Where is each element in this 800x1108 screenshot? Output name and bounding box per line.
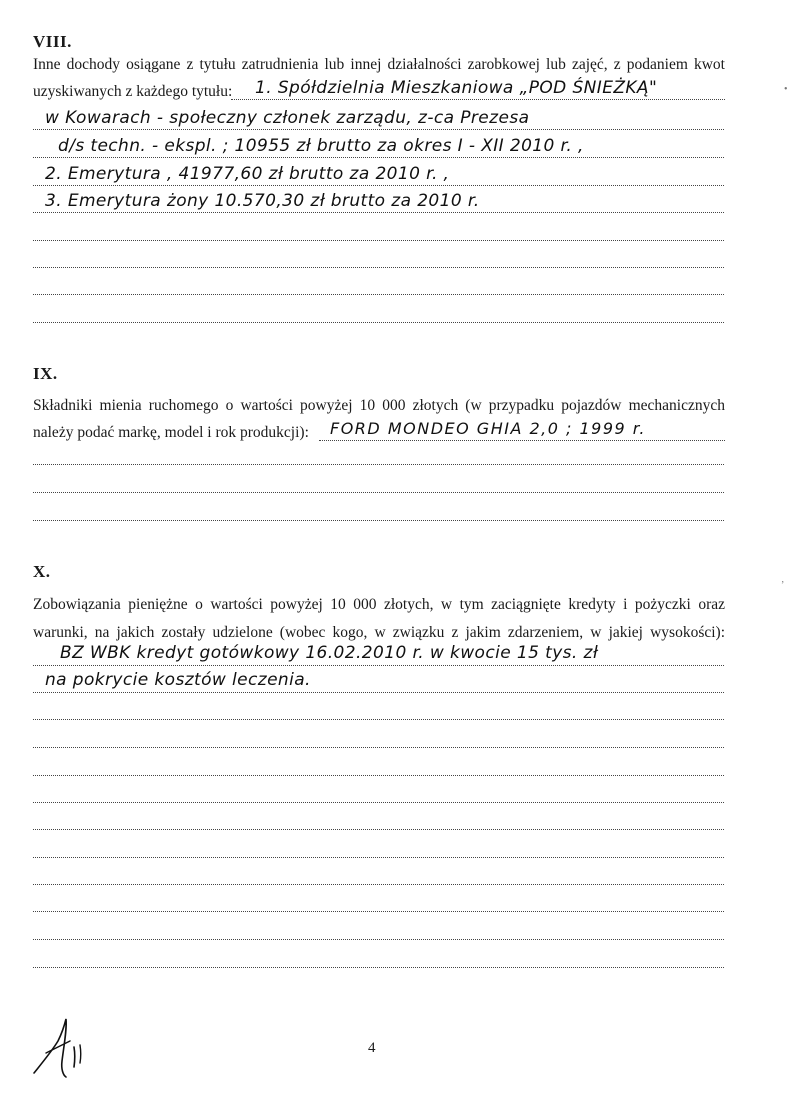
dotted-line bbox=[33, 829, 724, 830]
section-viii-intro: Inne dochody osiągane z tytułu zatrudnienia lub innej działalności zarobkowej lub zajęć, z podaniem kwot bbox=[33, 56, 725, 73]
page-number: 4 bbox=[368, 1040, 376, 1056]
section-ix-heading: IX. bbox=[33, 364, 58, 383]
section-x-intro: Zobowiązania pieniężne o wartości powyżej 10 000 złotych, w tym zaciągnięte kredyty i pożyczki oraz bbox=[33, 596, 725, 613]
dotted-line bbox=[33, 322, 724, 323]
dotted-line bbox=[33, 240, 724, 241]
section-ix-label: należy podać markę, model i rok produkcji): bbox=[33, 424, 309, 441]
dotted-line bbox=[33, 129, 724, 130]
handwritten-entry: 3. Emerytura żony 10.570,30 zł brutto za 2010 r. bbox=[45, 191, 480, 211]
section-viii-label: uzyskiwanych z każdego tytułu: bbox=[33, 83, 233, 100]
handwritten-entry: 2. Emerytura , 41977,60 zł brutto za 2010 r. , bbox=[45, 164, 450, 184]
dotted-line bbox=[33, 857, 724, 858]
section-x-heading: X. bbox=[33, 562, 51, 581]
dotted-line bbox=[33, 939, 724, 940]
dotted-line bbox=[33, 294, 724, 295]
dotted-line bbox=[33, 185, 724, 186]
dotted-line bbox=[33, 747, 724, 748]
handwritten-entry: w Kowarach - społeczny członek zarządu, z-ca Prezesa bbox=[45, 108, 530, 128]
handwritten-entry: d/s techn. - ekspl. ; 10955 zł brutto za okres I - XII 2010 r. , bbox=[58, 136, 584, 156]
dotted-line bbox=[33, 719, 724, 720]
dotted-line bbox=[33, 692, 724, 693]
scan-mark: • bbox=[784, 84, 788, 95]
handwritten-entry: FORD MONDEO GHIA 2,0 ; 1999 r. bbox=[330, 419, 646, 438]
dotted-line bbox=[33, 884, 724, 885]
dotted-line bbox=[319, 440, 725, 441]
section-x-label: warunki, na jakich zostały udzielone (wobec kogo, w związku z jakim zdarzeniem, w jakiej wysokości): bbox=[33, 624, 725, 641]
dotted-line bbox=[33, 775, 724, 776]
dotted-line bbox=[33, 520, 724, 521]
handwritten-entry: na pokrycie kosztów leczenia. bbox=[45, 670, 311, 690]
section-viii-heading: VIII. bbox=[33, 32, 72, 51]
dotted-line bbox=[33, 267, 724, 268]
signature-image bbox=[28, 1005, 98, 1080]
dotted-line bbox=[33, 212, 724, 213]
scan-mark: ʼ bbox=[781, 580, 785, 591]
dotted-line bbox=[33, 492, 724, 493]
dotted-line bbox=[33, 911, 724, 912]
dotted-line bbox=[231, 99, 725, 100]
section-ix-intro: Składniki mienia ruchomego o wartości powyżej 10 000 złotych (w przypadku pojazdów mechanicznych bbox=[33, 397, 725, 414]
dotted-line bbox=[33, 157, 724, 158]
dotted-line bbox=[33, 665, 724, 666]
dotted-line bbox=[33, 464, 724, 465]
dotted-line bbox=[33, 802, 724, 803]
handwritten-entry: 1. Spółdzielnia Mieszkaniowa „POD ŚNIEŻKĄ" bbox=[255, 78, 658, 98]
handwritten-entry: BZ WBK kredyt gotówkowy 16.02.2010 r. w kwocie 15 tys. zł bbox=[60, 643, 599, 663]
dotted-line bbox=[33, 967, 724, 968]
